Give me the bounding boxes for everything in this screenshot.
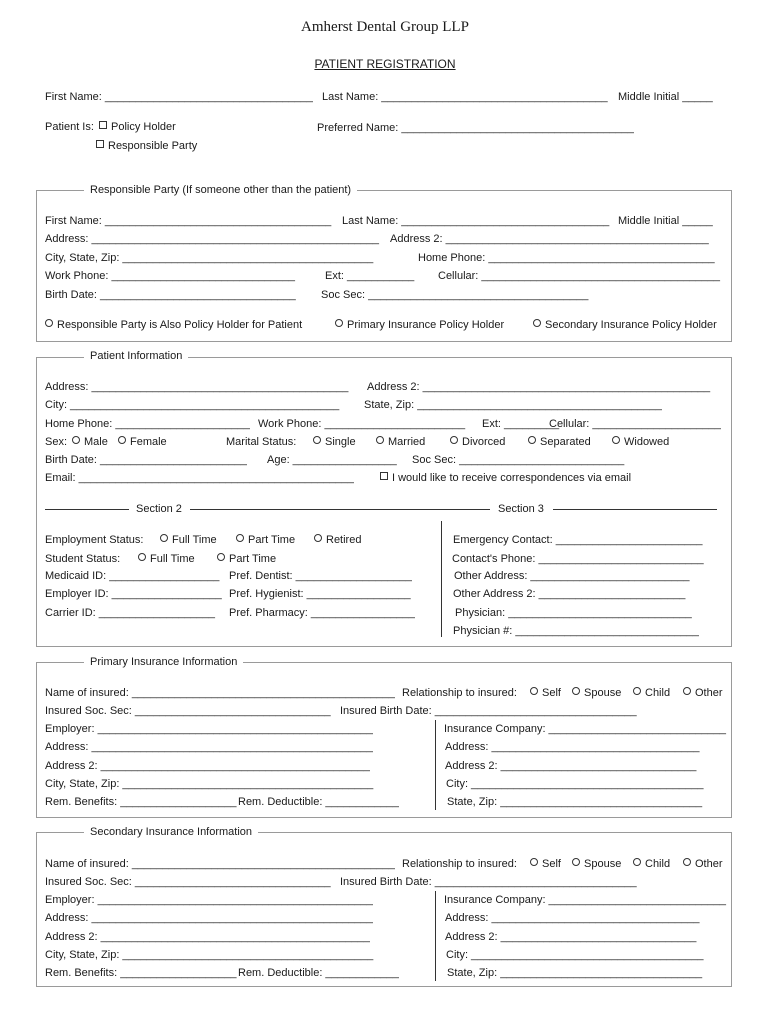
secondary-insurance-legend: Secondary Insurance Information [84,825,258,839]
pri-name-insured-field[interactable]: Name of insured: ___________________________________________ [45,687,395,699]
radio-icon [572,687,580,695]
radio-icon [450,436,458,444]
pri-birth-date-field[interactable]: Insured Birth Date: _________________________________ [340,705,637,717]
physician-field[interactable]: Physician: ______________________________ [455,607,692,619]
pref-hygienist-field[interactable]: Pref. Hygienist: _________________ [229,588,411,600]
rp-cellular-field[interactable]: Cellular: _______________________________________ [438,270,720,282]
sec-relationship-label: Relationship to insured: [402,858,517,870]
sec-ins-city-field[interactable]: City: ______________________________________ [446,949,704,961]
radio-icon [530,858,538,866]
rp-home-phone-field[interactable]: Home Phone: _____________________________________ [418,252,715,264]
section-column-divider [441,521,442,637]
section2-rule-left [45,509,129,510]
radio-icon [683,687,691,695]
rp-primary-holder-radio[interactable]: Primary Insurance Policy Holder [335,318,504,332]
radio-icon [217,553,225,561]
pri-ins-address-field[interactable]: Address: __________________________________ [445,741,700,753]
contact-phone-field[interactable]: Contact's Phone: ___________________________ [452,553,704,565]
pt-address2-field[interactable]: Address 2: _______________________________________________ [367,381,711,393]
rp-soc-sec-field[interactable]: Soc Sec: ____________________________________ [321,289,589,301]
pri-rel-self-radio[interactable]: Self [530,686,561,700]
pt-marital-widowed-radio[interactable]: Widowed [612,435,669,449]
employer-id-field[interactable]: Employer ID: __________________ [45,588,222,600]
pri-rel-spouse-radio[interactable]: Spouse [572,686,621,700]
sec-city-field[interactable]: City, State, Zip: _________________________________________ [45,949,374,961]
radio-icon [45,319,53,327]
radio-icon [528,436,536,444]
pt-marital-divorced-radio[interactable]: Divorced [450,435,505,449]
pt-age-field[interactable]: Age: _________________ [267,454,397,466]
employment-full-time-radio[interactable]: Full Time [160,533,217,547]
sec-insurance-company-field[interactable]: Insurance Company: _____________________________ [444,894,726,906]
student-part-time-radio[interactable]: Part Time [217,552,276,566]
radio-icon [138,553,146,561]
pt-home-phone-field[interactable]: Home Phone: ______________________ [45,418,250,430]
rp-address2-field[interactable]: Address 2: ___________________________________________ [390,233,709,245]
student-full-time-radio[interactable]: Full Time [138,552,195,566]
sec-ins-address2-field[interactable]: Address 2: ________________________________ [445,931,697,943]
patient-information-legend: Patient Information [84,349,188,363]
radio-icon [376,436,384,444]
pt-city-field[interactable]: City: ____________________________________________ [45,399,340,411]
radio-icon [335,319,343,327]
employment-status-label: Employment Status: [45,534,144,546]
radio-icon [72,436,80,444]
radio-icon [633,687,641,695]
radio-icon [314,534,322,542]
pri-rel-other-radio[interactable]: Other [683,686,723,700]
student-status-label: Student Status: [45,553,121,565]
checkbox-icon [99,121,107,129]
pri-insurance-company-field[interactable]: Insurance Company: _____________________________ [444,723,726,735]
rp-secondary-holder-radio[interactable]: Secondary Insurance Policy Holder [533,318,717,332]
sec-soc-sec-field[interactable]: Insured Soc. Sec: ________________________________ [45,876,331,888]
radio-icon [572,858,580,866]
rp-also-policy-holder-radio[interactable]: Responsible Party is Also Policy Holder for Patient [45,318,302,332]
pref-pharmacy-field[interactable]: Pref. Pharmacy: _________________ [229,607,415,619]
pri-address-field[interactable]: Address: ______________________________________________ [45,741,373,753]
sec-rel-self-radio[interactable]: Self [530,857,561,871]
section2-heading: Section 2 [136,503,182,515]
pt-marital-separated-radio[interactable]: Separated [528,435,591,449]
pri-address2-field[interactable]: Address 2: ____________________________________________ [45,760,370,772]
carrier-id-field[interactable]: Carrier ID: ___________________ [45,607,216,619]
rp-first-name-field[interactable]: First Name: _____________________________________ [45,215,332,227]
section3-rule-right [553,509,717,510]
secondary-insurance-section [36,832,732,987]
radio-icon [683,858,691,866]
sec-address-field[interactable]: Address: ______________________________________________ [45,912,373,924]
pt-ext-field[interactable]: Ext: _________ [482,418,560,430]
radio-icon [633,858,641,866]
middle-initial-field[interactable]: Middle Initial _____ [618,91,713,103]
section-divider-rule [190,509,490,510]
pri-rem-deductible-field[interactable]: Rem. Deductible: ____________ [238,796,399,808]
pri-soc-sec-field[interactable]: Insured Soc. Sec: ________________________________ [45,705,331,717]
pt-sex-female-radio[interactable]: Female [118,435,167,449]
last-name-field[interactable]: Last Name: _____________________________________ [322,91,608,103]
radio-icon [533,319,541,327]
rp-ext-field[interactable]: Ext: ___________ [325,270,415,282]
pt-marital-single-radio[interactable]: Single [313,435,356,449]
preferred-name-field[interactable]: Preferred Name: ______________________________________ [317,122,634,134]
radio-icon [612,436,620,444]
rp-birth-date-field[interactable]: Birth Date: ________________________________ [45,289,296,301]
responsible-party-legend: Responsible Party (If someone other than the patient) [84,183,357,197]
rp-last-name-field[interactable]: Last Name: __________________________________ [342,215,610,227]
pri-column-divider [435,720,436,810]
first-name-field[interactable]: First Name: __________________________________ [45,91,313,103]
other-address-field[interactable]: Other Address: __________________________ [454,570,690,582]
employment-part-time-radio[interactable]: Part Time [236,533,295,547]
pri-ins-address2-field[interactable]: Address 2: ________________________________ [445,760,697,772]
sec-column-divider [435,891,436,981]
pt-sex-male-radio[interactable]: Male [72,435,108,449]
other-address2-field[interactable]: Other Address 2: ________________________ [453,588,686,600]
pt-state-zip-field[interactable]: State, Zip: ________________________________________ [364,399,662,411]
pt-address-field[interactable]: Address: __________________________________________ [45,381,349,393]
pri-rel-child-radio[interactable]: Child [633,686,670,700]
sec-name-insured-field[interactable]: Name of insured: ___________________________________________ [45,858,395,870]
emergency-contact-field[interactable]: Emergency Contact: ________________________ [453,534,703,546]
sec-address2-field[interactable]: Address 2: ____________________________________________ [45,931,370,943]
pt-email-field[interactable]: Email: _____________________________________________ [45,472,354,484]
sec-rel-child-radio[interactable]: Child [633,857,670,871]
sec-rem-deductible-field[interactable]: Rem. Deductible: ____________ [238,967,399,979]
sec-rem-benefits-field[interactable]: Rem. Benefits: ___________________ [45,967,237,979]
pri-ins-city-field[interactable]: City: ______________________________________ [446,778,704,790]
radio-icon [160,534,168,542]
pt-soc-sec-field[interactable]: Soc Sec: ___________________________ [412,454,625,466]
pt-birth-date-field[interactable]: Birth Date: ________________________ [45,454,247,466]
pt-marital-label: Marital Status: [226,436,297,448]
sec-ins-state-zip-field[interactable]: State, Zip: _________________________________ [447,967,703,979]
pri-employer-field[interactable]: Employer: _____________________________________________ [45,723,373,735]
pri-relationship-label: Relationship to insured: [402,687,517,699]
pri-city-field[interactable]: City, State, Zip: _________________________________________ [45,778,374,790]
sec-ins-address-field[interactable]: Address: __________________________________ [445,912,700,924]
employment-retired-radio[interactable]: Retired [314,533,361,547]
pt-marital-married-radio[interactable]: Married [376,435,425,449]
radio-icon [530,687,538,695]
pt-sex-label: Sex: [45,436,68,448]
checkbox-icon [380,472,388,480]
rp-city-field[interactable]: City, State, Zip: _________________________________________ [45,252,374,264]
section3-heading: Section 3 [498,503,544,515]
responsible-party-checkbox[interactable]: Responsible Party [96,139,197,153]
pt-work-phone-field[interactable]: Work Phone: _______________________ [258,418,466,430]
rp-address-field[interactable]: Address: _______________________________________________ [45,233,379,245]
pri-rem-benefits-field[interactable]: Rem. Benefits: ___________________ [45,796,237,808]
checkbox-icon [96,140,104,148]
patient-is-label: Patient Is: [45,121,94,133]
sec-rel-spouse-radio[interactable]: Spouse [572,857,621,871]
medicaid-id-field[interactable]: Medicaid ID: __________________ [45,570,220,582]
primary-insurance-legend: Primary Insurance Information [84,655,243,669]
radio-icon [236,534,244,542]
policy-holder-checkbox[interactable]: Policy Holder [99,120,176,134]
sec-employer-field[interactable]: Employer: _____________________________________________ [45,894,373,906]
sec-birth-date-field[interactable]: Insured Birth Date: _________________________________ [340,876,637,888]
pt-cellular-field[interactable]: Cellular: _____________________ [549,418,721,430]
pri-ins-state-zip-field[interactable]: State, Zip: _________________________________ [447,796,703,808]
form-title: PATIENT REGISTRATION [314,57,456,71]
pt-email-correspondence-checkbox[interactable]: I would like to receive correspondences via email [380,471,631,485]
radio-icon [313,436,321,444]
rp-middle-initial-field[interactable]: Middle Initial _____ [618,215,713,227]
company-name: Amherst Dental Group LLP [301,19,469,35]
radio-icon [118,436,126,444]
sec-rel-other-radio[interactable]: Other [683,857,723,871]
rp-work-phone-field[interactable]: Work Phone: ______________________________ [45,270,295,282]
physician-number-field[interactable]: Physician #: ______________________________ [453,625,699,637]
pref-dentist-field[interactable]: Pref. Dentist: ___________________ [229,570,412,582]
